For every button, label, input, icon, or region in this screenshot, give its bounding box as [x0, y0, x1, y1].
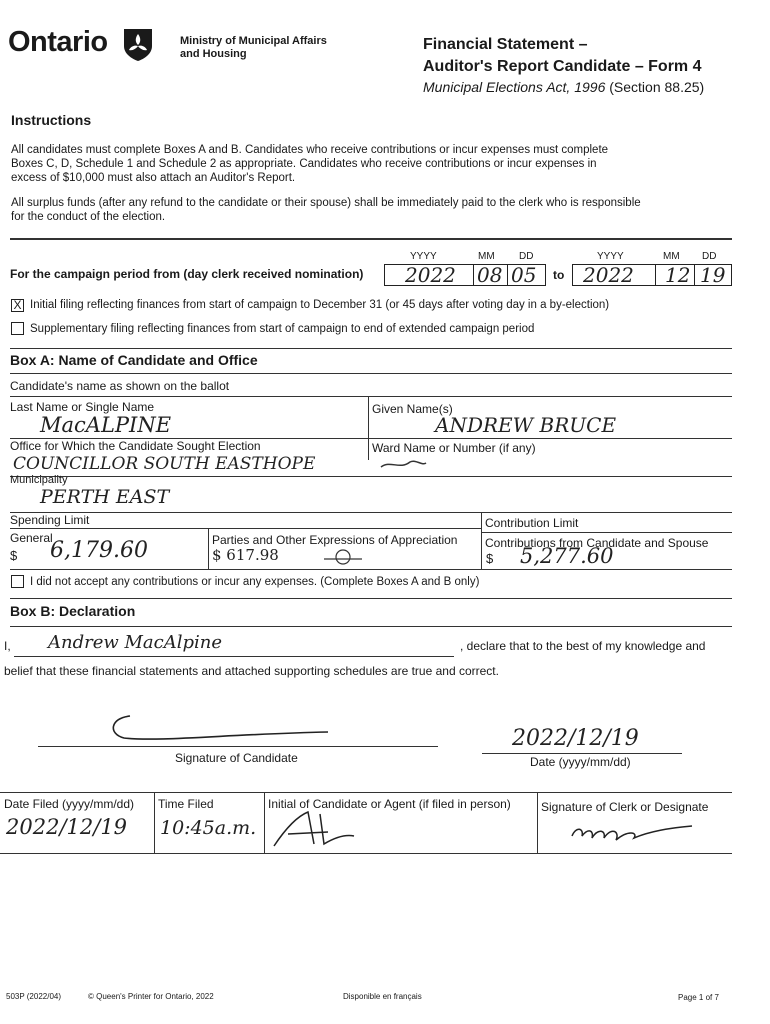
- parties-value[interactable]: $ 617.98: [212, 546, 279, 564]
- clerk-signature-label: Signature of Clerk or Designate: [541, 800, 709, 814]
- last-name-label: Last Name or Single Name: [10, 400, 155, 414]
- initial-label: Initial of Candidate or Agent (if filed in person): [268, 797, 511, 811]
- time-filed-label: Time Filed: [158, 797, 214, 811]
- date-filed-label: Date Filed (yyyy/mm/dd): [4, 797, 135, 811]
- ontario-logo: [8, 26, 158, 66]
- general-label: General: [10, 531, 53, 545]
- initial-filing-checkbox[interactable]: X: [11, 299, 24, 312]
- divider: [10, 238, 732, 240]
- declaration-text-1: , declare that to the best of my knowledge and: [460, 639, 706, 653]
- clerk-signature: [568, 818, 698, 848]
- given-names-value[interactable]: ANDREW BRUCE: [435, 413, 617, 437]
- act-reference: Municipal Elections Act, 1996 (Section 88.25): [423, 79, 705, 95]
- office-label: Office for Which the Candidate Sought Election: [10, 439, 261, 453]
- hdr-from-yyyy: YYYY: [410, 251, 437, 262]
- box-a-heading: Box A: Name of Candidate and Office: [10, 352, 258, 368]
- date-filed-value[interactable]: 2022/12/19: [6, 815, 128, 839]
- declarant-name[interactable]: Andrew MacAlpine: [48, 632, 223, 653]
- copyright: © Queen's Printer for Ontario, 2022: [88, 992, 214, 1001]
- declaration-date-value[interactable]: 2022/12/19: [512, 726, 639, 751]
- instructions-para1: All candidates must complete Boxes A and B. Candidates who receive contributions or incur expenses must complete Boxes C, D, Schedule 1 and Schedule 2 as appropriate. Candidates who receive contributions or incur expenses in excess of $10,000 must also attach an Auditor's Report.: [11, 144, 609, 184]
- office-value[interactable]: COUNCILLOR SOUTH EASTHOPE: [13, 454, 316, 474]
- contributions-currency: $: [486, 551, 494, 566]
- campaign-period-label: For the campaign period from (day clerk received nomination): [10, 267, 364, 281]
- given-names-label: Given Name(s): [372, 402, 453, 416]
- to-label: to: [553, 268, 565, 282]
- page-number: Page 1 of 7: [678, 993, 719, 1002]
- box-b-heading: Box B: Declaration: [10, 603, 136, 619]
- candidate-name-subheading: Candidate's name as shown on the ballot: [10, 379, 230, 393]
- general-currency: $: [10, 548, 18, 563]
- hdr-from-dd: DD: [519, 251, 534, 262]
- initial-filing-label: Initial filing reflecting finances from start of campaign to December 31 (or 45 days after voting day in a by-election): [30, 299, 610, 311]
- agent-initial-signature: [268, 808, 358, 852]
- supplementary-filing-checkbox[interactable]: [11, 322, 24, 335]
- no-contributions-checkbox[interactable]: [11, 575, 24, 588]
- instructions-para2: All surplus funds (after any refund to the candidate or their spouse) shall be immediately paid to the clerk who is responsible for the conduct of the election.: [11, 197, 641, 223]
- contributions-value[interactable]: 5,277.60: [520, 544, 614, 568]
- spending-limit-label: Spending Limit: [10, 513, 90, 527]
- last-name-value[interactable]: MacALPINE: [40, 413, 172, 437]
- to-yyyy: 2022: [583, 263, 634, 287]
- municipality-value[interactable]: PERTH EAST: [40, 486, 170, 508]
- logo-text: Ontario: [8, 26, 108, 58]
- parties-label: Parties and Other Expressions of Appreciation: [212, 533, 458, 547]
- to-dd: 19: [700, 263, 726, 287]
- ward-label: Ward Name or Number (if any): [372, 441, 536, 455]
- instructions-heading: Instructions: [11, 112, 92, 128]
- date-label: Date (yyyy/mm/dd): [530, 755, 631, 769]
- from-dd: 05: [511, 263, 537, 287]
- signature-label: Signature of Candidate: [175, 751, 298, 765]
- ministry-name: Ministry of Municipal Affairs and Housing: [180, 35, 327, 60]
- time-filed-value[interactable]: 10:45a.m.: [160, 817, 257, 839]
- to-date-field[interactable]: [572, 264, 732, 286]
- supplementary-filing-label: Supplementary filing reflecting finances from start of campaign to end of extended campaign period: [30, 323, 535, 335]
- declarant-prefix: I,: [4, 639, 11, 653]
- from-mm: 08: [477, 263, 503, 287]
- hdr-to-mm: MM: [663, 251, 680, 262]
- to-mm: 12: [665, 263, 691, 287]
- checkmark-circle-icon: [322, 546, 364, 568]
- from-date-field[interactable]: [384, 264, 546, 286]
- general-value[interactable]: 6,179.60: [50, 538, 148, 563]
- municipality-label: Municipality: [10, 474, 68, 486]
- contributions-label: Contributions from Candidate and Spouse: [485, 536, 709, 550]
- form-title: Financial Statement – Auditor's Report Candidate – Form 4: [423, 36, 702, 75]
- hdr-from-mm: MM: [478, 251, 495, 262]
- declaration-text-2: belief that these financial statements and attached supporting schedules are true and correct.: [4, 664, 499, 678]
- contribution-limit-label: Contribution Limit: [485, 516, 579, 530]
- form-code: 503P (2022/04): [6, 992, 62, 1001]
- ward-strikeout-icon: [378, 458, 428, 472]
- no-contributions-label: I did not accept any contributions or incur any expenses. (Complete Boxes A and B only): [30, 576, 480, 588]
- french-availability: Disponible en français: [343, 992, 422, 1001]
- trillium-icon: [120, 26, 156, 62]
- hdr-to-yyyy: YYYY: [597, 251, 624, 262]
- hdr-to-dd: DD: [702, 251, 717, 262]
- from-yyyy: 2022: [405, 263, 456, 287]
